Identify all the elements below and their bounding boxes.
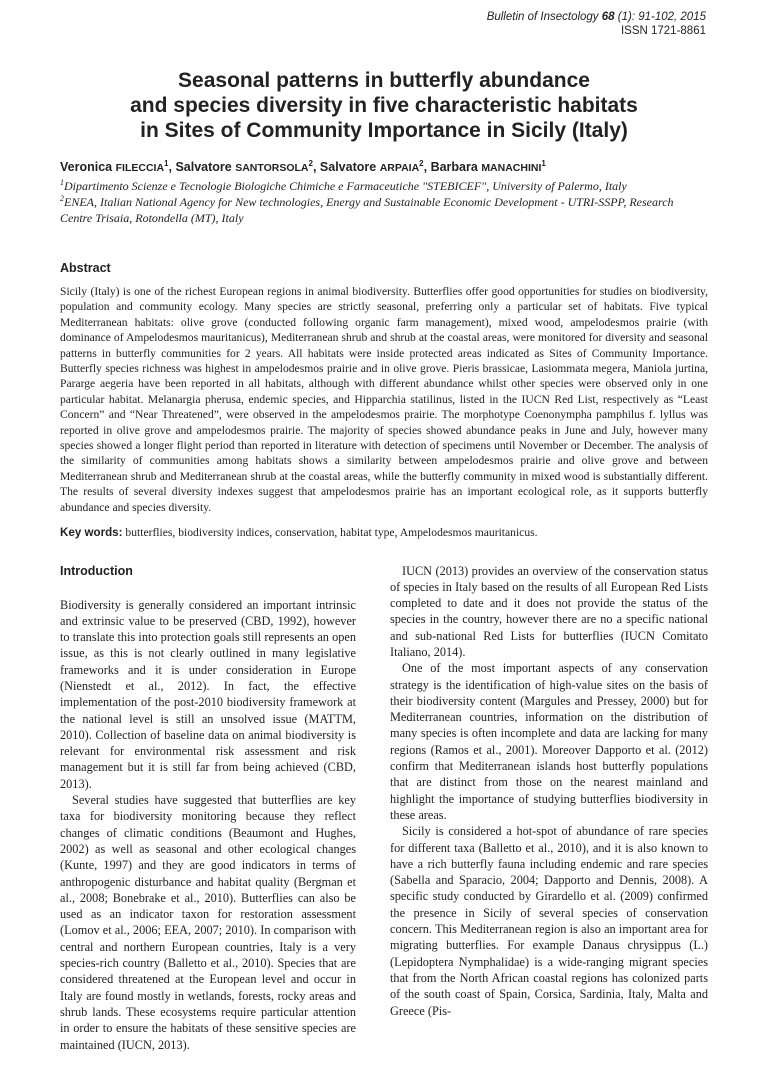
journal-volume: 68	[601, 11, 615, 23]
introduction-heading: Introduction	[60, 563, 133, 578]
paragraph: Sicily is considered a hot-spot of abundance of rare species for different taxa (Balletto et al., 2010), and it is also known to have a rich butterfly fauna including endemic and rare species (Sabella and Sparacio, 2004; Dapporto and Dennis, 2008). A specific study conducted by Girardello et al. (2009) confirmed the presence in Sicily of several species of conservation concern. This Mediterranean region is also an important area for migrating butterflies. For example Danaus chrysippus (L.) (Lepidoptera Nymphalidae) is a wide-ranging migrant species that from the North African coastal regions has colonized parts of the south coast of Spain, Corsica, Sardinia, Italy, Malta and Greece (Pis-	[390, 824, 708, 1018]
journal-name: Bulletin of Insectology	[486, 11, 599, 23]
author: Barbara MANACHINI$^1$	[430, 158, 546, 174]
keywords-text: butterflies, biodiversity indices, conservation, habitat type, Ampelodesmos mauritanicus.	[125, 526, 538, 540]
paragraph: One of the most important aspects of any conservation strategy is the identification of high-value sites on the basis of their biodiversity content (Margules and Pressey, 2000) but for Mediterranean countries, information on the distribution of many species is often incomplete and data are lacking for many regions (Ramos et al., 2001). Moreover Dapporto et al. (2012) confirm that Mediterranean islands host butterfly populations that are distinct from those on the nearest mainland and highlight the importance of studying butterflies biodiversity in these areas.	[390, 661, 708, 822]
affiliations	[60, 178, 708, 226]
keywords	[60, 525, 708, 540]
paragraph: Biodiversity is generally considered an important intrinsic and extrinsic value to be preserved (CBD, 1992), however to translate this into protection goals still represents an open issue, as this is not clearly outlined in many legislative frameworks and it is under consideration in Europe (Nienstedt et al., 2012). In fact, the effective implementation of the post-2010 biodiversity framework at the national level is still an unsolved issue (MATTM, 2010). Collection of baseline data on animal biodiversity is relevant for environmental risk assessment and risk management but it is still far from being achieved (CBD, 2013).	[60, 597, 356, 791]
two-column-body	[60, 563, 708, 1053]
author-list: Veronica FILECCIA$^1$, Salvatore SANTORSOLA$^2$, Salvatore ARPAIA$^2$, Barbara MANACHINI$^1$	[60, 158, 546, 174]
title-line: and species diversity in five characteristic habitats	[130, 94, 638, 117]
title-line: in Sites of Community Importance in Sicily (Italy)	[140, 119, 628, 142]
author: Salvatore ARPAIA$^2$	[319, 158, 424, 174]
paragraph: Several studies have suggested that butterflies are key taxa for biodiversity monitoring because they reflect changes of climatic conditions (Beaumont and Hughes, 2002) as well as seasonal and other ecological changes (Kunte, 1997) and they are good indicators in terms of anthropogenic disturbance and habitat quality (Bergman et al., 2008; Bonebrake et al., 2010). Butterflies can also be used as an indicator taxon for restoration assessment (Lomov et al., 2006; EEA, 2007; 2010). In comparison with central and northern European countries, Italy is a very species-rich country (Balletto et al., 2010). Species that are considered threatened at the European level and occur in Italy are found mostly in wetlands, forests, rocky areas and shrub lands. These ecosystems require particular attention in order to ensure the habitats of these sensitive species are maintained (IUCN, 2013).	[60, 793, 356, 1052]
affiliation: $^1$Dipartimento Scienze e Tecnologie Biologiche Chimiche e Farmaceutiche "STEBICEF", University of Palermo, Italy	[60, 178, 627, 193]
title-line: Seasonal patterns in butterfly abundance	[178, 69, 590, 92]
left-column	[60, 563, 356, 1053]
issn: ISSN 1721-8861	[620, 25, 706, 37]
abstract-text: Sicily (Italy) is one of the richest European regions in animal biodiversity. Butterflies offer good opportunities for studies on biodiversity, population and community ecology. Many species are strictly seasonal, preferring only a particular set of habitats. Five typical Mediterranean habitats: olive grove (conducted following organic farm management), mixed wood, ampelodesmos prairie (with dominance of Ampelodesmos mauritanicus), Mediterranean shrub and shrub at the coastal areas, were monitored for diversity and seasonal patterns in butterfly communities for 2 years. All habitats were inside protected areas indicated as Sites of Community Importance. Butterfly species richness was highest in ampelodesmos prairie and in olive grove. Pieris brassicae, Lasiommata megera, Maniola jurtina, Pararge aegeria have been reported in all habitats, although with different abundance whilst other species were observed only in one particular habitat. Melanargia pherusa, endemic species, and Hipparchia statilinus, listed in the IUCN Red List, respectively as “Least Concern” and “Near Threatened”, were observed in the ampelodesmos prairie. The morphotype Coenonympha pamphilus f. lyllus was reported in olive grove and ampelodesmos prairie. The majority of species showed abundance peaks in June and July, however many species showed a longer flight period than reported in literature with detection of specimens until November or December. The analysis of the similarity of communities among habitats shows a similarity between ampelodesmos prairie and olive grove and between Mediterranean shrub and Mediterranean shrub at the coastal areas, while the butterfly community in mixed wood is substantially different. The results of several diversity indexes suggest that ampelodesmos prairie has an important ecological role, as it supports butterfly abundance and species diversity.	[60, 285, 708, 514]
keywords-label: Key words:	[60, 526, 123, 540]
journal-issue-pages: (1): 91-102, 2015	[617, 11, 706, 23]
affiliation: $^2$ENEA, Italian National Agency for New technologies, Energy and Sustainable Economic Development - UTRI-SSPP, Research Centre Trisaia, Rotondella (MT), Italy	[60, 194, 674, 225]
paragraph: IUCN (2013) provides an overview of the conservation status of species in Italy based on the results of all European Red Lists completed to date and it does not provide the status of the species in the country, however there are no a specific national and sub-national Red Lists for butterflies (IUCN Comitato Italiano, 2014).	[390, 563, 708, 659]
author: Salvatore SANTORSOLA$^2$	[175, 158, 313, 174]
paper-title	[60, 68, 708, 143]
author: Veronica FILECCIA$^1$	[60, 158, 169, 174]
right-column	[390, 563, 708, 1019]
journal-header	[60, 10, 708, 38]
abstract-heading: Abstract	[60, 261, 111, 275]
